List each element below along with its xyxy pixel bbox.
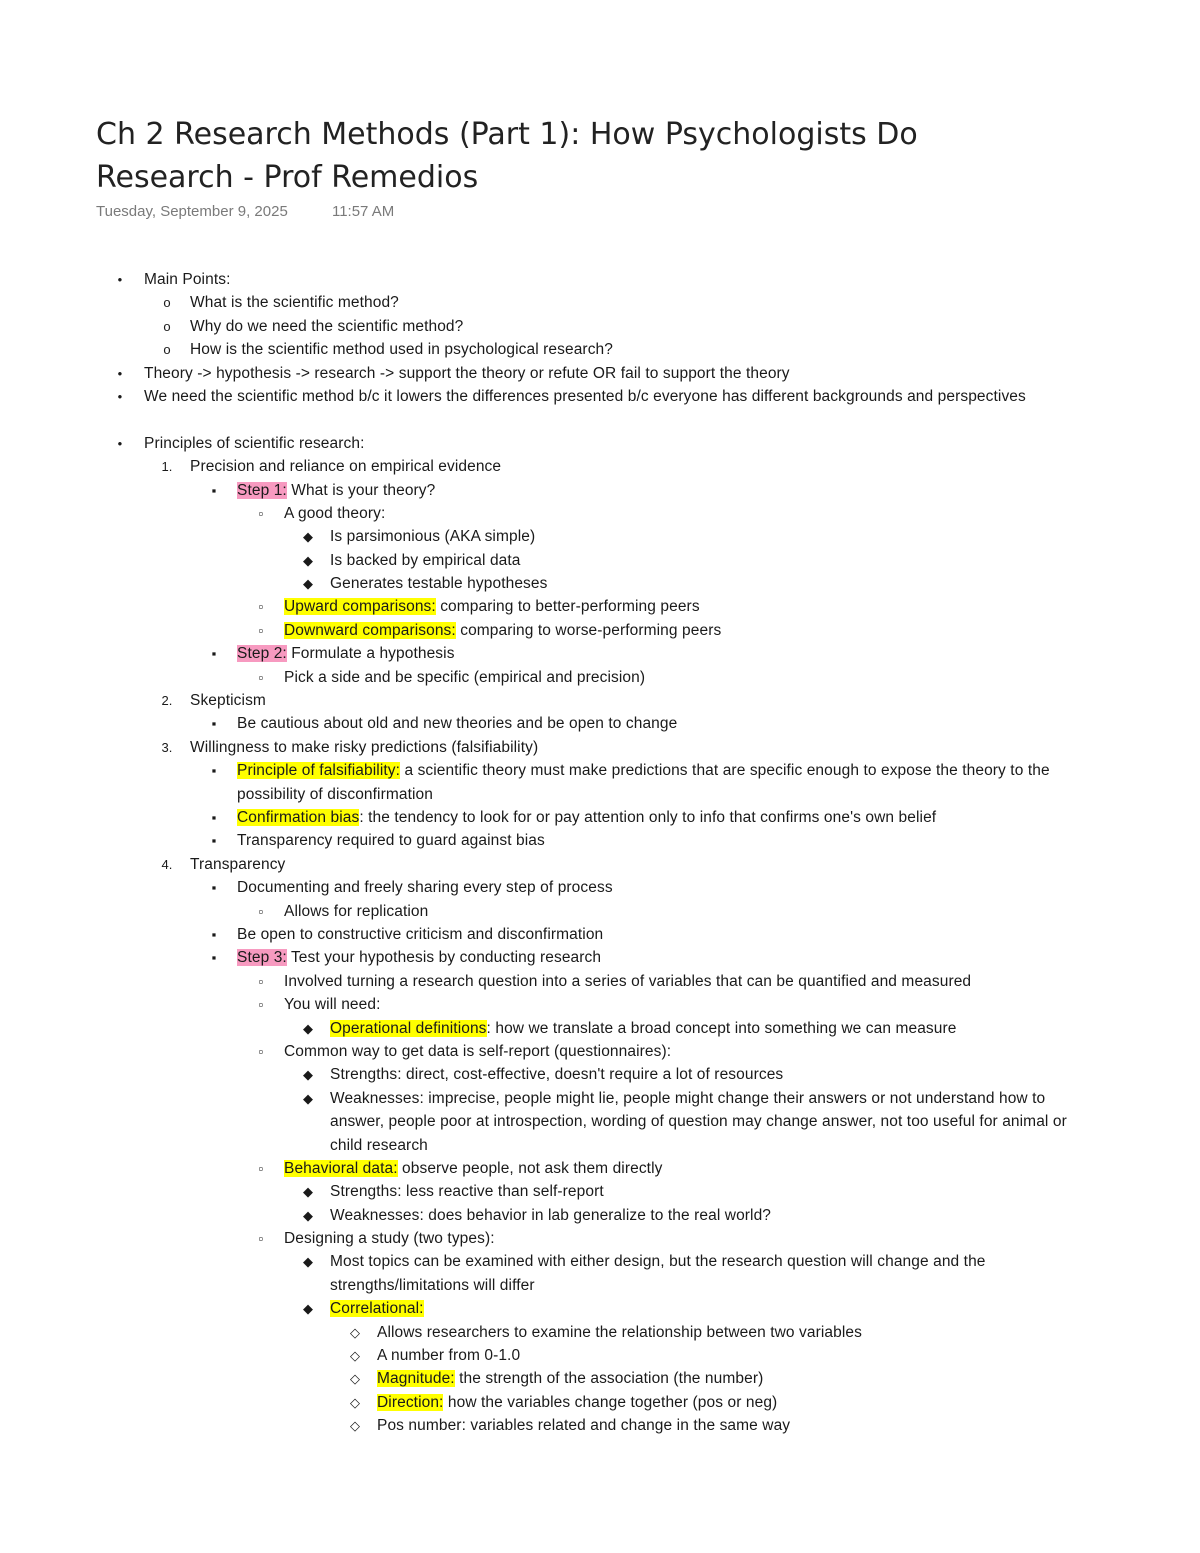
list-item (0, 549, 1200, 572)
note-date: Tuesday, September 9, 2025 (96, 203, 288, 220)
list-item (0, 315, 1200, 338)
list-item-text (330, 1297, 424, 1320)
list-item (0, 689, 1200, 712)
list-item-text (377, 1391, 777, 1414)
list-item-text (284, 970, 971, 993)
list-marker: ◇ (349, 1371, 361, 1387)
list-item-body: Most topics can be examined with either design, but the research question will change and the strengths/limitations will differ (330, 1253, 986, 1294)
list-item-body: Common way to get data is self-report (questionnaires): (284, 1042, 672, 1060)
list-item-body: Principles of scientific research: (144, 434, 365, 452)
list-item (0, 1063, 1200, 1086)
list-marker: 3. (161, 739, 173, 755)
list-item-text (190, 315, 463, 338)
list-item-text (284, 1157, 662, 1180)
list-item-text (330, 525, 535, 548)
list-marker: ▪ (211, 833, 217, 849)
highlighted-term: Downward comparisons: (284, 621, 456, 639)
list-item-body: Allows researchers to examine the relationship between two variables (377, 1323, 862, 1341)
list-item-body: Documenting and freely sharing every step of process (237, 879, 613, 897)
list-item (0, 900, 1200, 923)
list-item (0, 525, 1200, 548)
list-marker: ◆ (302, 1020, 314, 1036)
list-item-body: Theory -> hypothesis -> research -> support the theory or refute OR fail to support the theory (144, 364, 790, 382)
list-marker: ▫ (258, 1231, 264, 1247)
list-marker: • (117, 272, 123, 287)
list-item-text (377, 1367, 763, 1390)
list-item-text (237, 923, 603, 946)
list-marker: ◆ (302, 576, 314, 592)
highlighted-term: Confirmation bias (237, 809, 360, 827)
list-item-body: comparing to worse-performing peers (455, 621, 722, 639)
list-item-body: a scientific theory must make predictions that are specific enough to expose the theory to the possibility of disconfirmation (237, 762, 1050, 803)
highlighted-term: Step 3: (237, 949, 287, 967)
list-item (0, 1321, 1200, 1344)
list-item (0, 1204, 1200, 1227)
list-item (0, 291, 1200, 314)
list-item-body: Generates testable hypotheses (330, 575, 548, 593)
list-item (0, 338, 1200, 361)
list-item (0, 385, 1200, 432)
list-item (0, 829, 1200, 852)
list-marker: ▫ (258, 1160, 264, 1176)
list-item (0, 993, 1200, 1016)
list-item-body: Pick a side and be specific (empirical and precision) (284, 668, 646, 686)
list-item (0, 759, 1200, 806)
list-item-text (330, 1204, 771, 1227)
list-item-text (190, 291, 399, 314)
list-item-text (237, 759, 1070, 806)
list-item (0, 712, 1200, 735)
list-item-body: Is parsimonious (AKA simple) (330, 528, 536, 546)
list-marker: ◆ (302, 1067, 314, 1083)
list-marker: ◆ (302, 1184, 314, 1200)
list-item-body: Main Points: (144, 271, 231, 288)
list-item (0, 479, 1200, 502)
list-item-text (237, 479, 435, 502)
list-item (0, 268, 1200, 291)
list-item-text (284, 1040, 671, 1063)
list-marker: • (117, 388, 123, 404)
list-item-body: Strengths: less reactive than self-report (330, 1183, 604, 1201)
list-item (0, 876, 1200, 899)
list-item (0, 1040, 1200, 1063)
list-item-text (330, 1087, 1070, 1157)
list-item (0, 1180, 1200, 1203)
list-item (0, 666, 1200, 689)
note-timestamp (96, 203, 394, 220)
list-marker: ◆ (302, 1090, 314, 1106)
list-item (0, 1250, 1200, 1297)
list-item-text (144, 385, 1070, 408)
list-marker: • (117, 435, 123, 451)
list-item (0, 1087, 1200, 1157)
list-item-text (284, 993, 380, 1016)
list-marker: 4. (161, 856, 173, 872)
list-item (0, 432, 1200, 455)
highlighted-term: Magnitude: (377, 1370, 455, 1388)
highlighted-term: Upward comparisons: (284, 598, 436, 616)
list-item-text (377, 1321, 862, 1344)
list-marker: ◆ (302, 1254, 314, 1270)
list-item-text (377, 1414, 790, 1437)
list-marker: ◇ (349, 1418, 361, 1434)
page-title: Ch 2 Research Methods (Part 1): How Psychologists Do Research - Prof Remedios (96, 117, 918, 195)
list-item-text (190, 455, 501, 478)
list-item-text (237, 806, 936, 829)
list-item-text (330, 1250, 1070, 1297)
list-marker: ▫ (258, 599, 264, 615)
notes-list (0, 268, 1200, 1438)
list-item-body: We need the scientific method b/c it lowers the differences presented b/c everyone has different backgrounds and perspectives (144, 387, 1026, 405)
list-item-body: Be cautious about old and new theories and be open to change (237, 715, 678, 733)
list-item (0, 806, 1200, 829)
list-marker: ▪ (211, 926, 217, 942)
highlighted-term: Step 2: (237, 645, 287, 663)
list-item-text (284, 900, 428, 923)
list-item-body: Formulate a hypothesis (286, 645, 455, 663)
list-item-body: Is backed by empirical data (330, 551, 521, 569)
list-marker: ◆ (302, 552, 314, 568)
list-item (0, 1414, 1200, 1437)
list-item (0, 1017, 1200, 1040)
list-item (0, 946, 1200, 969)
list-item-body: : how we translate a broad concept into something we can measure (486, 1019, 957, 1037)
list-item (0, 1391, 1200, 1414)
list-item (0, 923, 1200, 946)
list-item (0, 642, 1200, 665)
list-item-body: How is the scientific method used in psychological research? (190, 341, 613, 359)
list-item-body: Transparency (190, 855, 286, 873)
list-item-text (284, 502, 385, 525)
list-item (0, 502, 1200, 525)
list-item-body: Weaknesses: does behavior in lab generalize to the real world? (330, 1206, 772, 1224)
list-item (0, 970, 1200, 993)
list-item (0, 1367, 1200, 1390)
list-item (0, 362, 1200, 385)
list-item-text (144, 362, 790, 385)
list-marker: o (163, 342, 171, 358)
list-item-text (190, 736, 538, 759)
list-item-body: Test your hypothesis by conducting research (286, 949, 602, 967)
list-marker: ▫ (258, 622, 264, 638)
highlighted-term: Step 1: (237, 481, 287, 499)
list-marker: ◇ (349, 1348, 361, 1364)
list-item (0, 572, 1200, 595)
list-item-body: Weaknesses: imprecise, people might lie, people might change their answers or not understand how to answer, people poor at introspection, wording of question may change answer, not too useful for animal or child research (330, 1089, 1067, 1154)
list-item-text (330, 1017, 957, 1040)
list-item (0, 1344, 1200, 1367)
list-item-text (330, 572, 547, 595)
highlighted-term: Operational definitions (330, 1019, 487, 1037)
list-item-text (330, 549, 521, 572)
list-marker: 1. (161, 459, 173, 475)
list-item-text (284, 666, 645, 689)
list-item-text (237, 829, 545, 852)
list-marker: ▫ (258, 997, 264, 1013)
list-item-body: : the tendency to look for or pay attention only to info that confirms one's own belief (359, 809, 937, 827)
list-item-text (330, 1180, 604, 1203)
list-marker: ▫ (258, 1043, 264, 1059)
list-item-text (330, 1063, 783, 1086)
list-item-text (190, 689, 266, 712)
list-item-body: how the variables change together (pos or neg) (443, 1393, 778, 1411)
list-item-body: Skepticism (190, 692, 266, 710)
note-time: 11:57 AM (331, 203, 395, 220)
list-marker: o (163, 295, 171, 311)
list-item-body: Designing a study (two types): (284, 1230, 495, 1248)
list-marker: ▪ (211, 880, 217, 896)
list-item (0, 619, 1200, 642)
list-item-body: Be open to constructive criticism and disconfirmation (237, 925, 604, 943)
list-item (0, 1297, 1200, 1320)
list-marker: 2. (161, 693, 173, 709)
list-marker: ◆ (302, 529, 314, 545)
list-marker: ◆ (302, 1207, 314, 1223)
list-marker: • (117, 365, 123, 381)
highlighted-term: Principle of falsifiability: (237, 762, 401, 780)
list-item-text (237, 712, 677, 735)
list-item-body: Precision and reliance on empirical evidence (190, 458, 502, 476)
list-marker: ▪ (211, 950, 217, 966)
list-item-body: Strengths: direct, cost-effective, doesn't require a lot of resources (330, 1066, 784, 1084)
list-item-body: What is your theory? (286, 481, 436, 499)
list-item-body: A number from 0-1.0 (377, 1347, 521, 1365)
list-marker: ▫ (258, 505, 264, 521)
list-item-text (284, 1227, 495, 1250)
list-item-body: observe people, not ask them directly (397, 1159, 663, 1177)
list-marker: ▫ (258, 669, 264, 685)
list-marker: ◇ (349, 1324, 361, 1340)
list-item-body: A good theory: (284, 504, 386, 522)
list-marker: ▪ (211, 482, 217, 498)
list-item (0, 736, 1200, 759)
list-item-body: Involved turning a research question into a series of variables that can be quantified and measured (284, 972, 972, 990)
list-item-text (190, 853, 285, 876)
list-item-body: Transparency required to guard against bias (237, 832, 545, 850)
list-item-text (144, 432, 364, 455)
list-item (0, 853, 1200, 876)
list-item-text (377, 1344, 520, 1367)
list-item (0, 455, 1200, 478)
list-item-body: Willingness to make risky predictions (falsifiability) (190, 738, 539, 756)
list-item-text (237, 642, 455, 665)
list-item-text (284, 595, 700, 618)
list-item-text (237, 876, 613, 899)
list-item-body: What is the scientific method? (190, 294, 399, 312)
list-item-text (144, 268, 231, 291)
list-item-text (284, 619, 721, 642)
list-item-body: Allows for replication (284, 902, 429, 920)
list-marker: ▪ (211, 646, 217, 662)
list-item (0, 595, 1200, 618)
list-marker: ▫ (258, 903, 264, 919)
highlighted-term: Correlational: (330, 1300, 424, 1318)
list-item-text (190, 338, 613, 361)
list-marker: ▪ (211, 716, 217, 732)
list-item (0, 1227, 1200, 1250)
list-item-body: You will need: (284, 996, 381, 1014)
highlighted-term: Direction: (377, 1393, 444, 1411)
highlighted-term: Behavioral data: (284, 1159, 398, 1177)
list-marker: ▪ (211, 763, 217, 779)
list-item-body: the strength of the association (the number) (454, 1370, 764, 1388)
list-item-text (237, 946, 601, 969)
list-item-body: Pos number: variables related and change in the same way (377, 1417, 791, 1435)
list-marker: ▫ (258, 973, 264, 989)
list-item (0, 1157, 1200, 1180)
list-marker: ◆ (302, 1301, 314, 1317)
list-marker: ▪ (211, 810, 217, 826)
list-item-body: comparing to better-performing peers (435, 598, 700, 616)
list-item-body: Why do we need the scientific method? (190, 317, 464, 335)
list-marker: ◇ (349, 1394, 361, 1410)
list-marker: o (163, 318, 171, 334)
